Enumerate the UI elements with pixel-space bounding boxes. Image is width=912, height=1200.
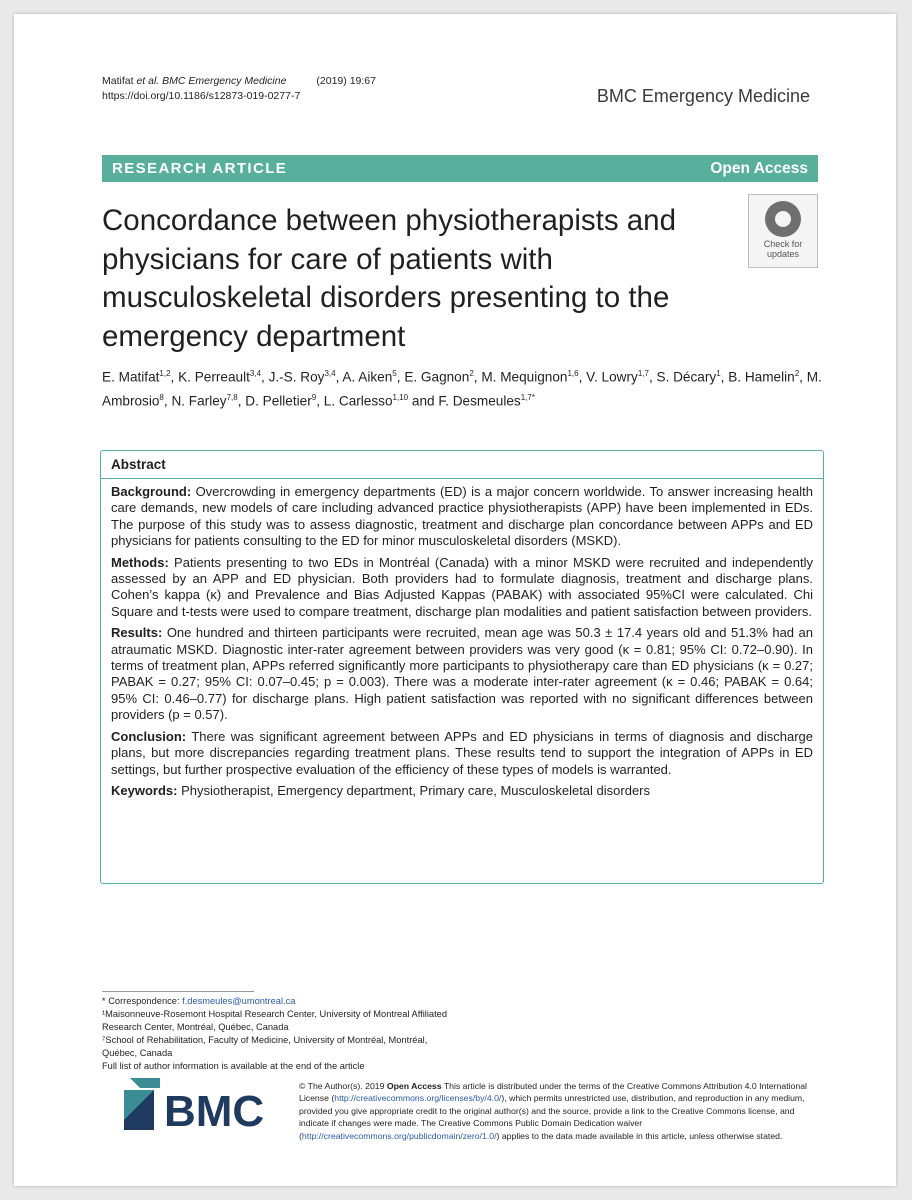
author-affiliation: 7,8: [226, 392, 238, 402]
author-affiliation: 9: [311, 392, 317, 402]
abstract-section-text: One hundred and thirteen participants were recruited, mean age was 50.3 ± 17.4 years old and 51.3% had an atraumatic MSKD. Diagnostic inter-rater agreement between providers was very good (κ = 0.81; 95% CI: 0.72–0.90). In terms of treatment plan, APPs referred significantly more participants to physiotherapy care than ED physicians (κ = 0.27; PABAK = 0.27; 95% CI: 0.07–0.45; p = 0.003). There was a moderate inter-rater agreement (κ = 0.46; PABAK = 0.64; 95% CI: 0.46–0.77) for discharge plans. High patient satisfaction was reported with no significant differences between providers (p = 0.57).: [111, 625, 813, 723]
abstract-section-text: Overcrowding in emergency departments (ED) is a major concern worldwide. To answer increasing health care demands, new models of care including advanced practice physiotherapists (APP) have been implemented in EDs. The purpose of this study was to assess diagnostic, treatment and discharge plan concordance between APPs and ED physicians for patients consulting to the ED for minor musculoskeletal disorders (MSKD).: [111, 484, 813, 549]
full-list-note: Full list of author information is available at the end of the article: [102, 1061, 365, 1071]
abstract-section-label: Conclusion:: [111, 728, 187, 744]
author-name: F. Desmeules: [438, 393, 521, 409]
cite-journal: BMC Emergency Medicine: [159, 75, 287, 87]
article-title: Concordance between physiotherapists and physicians for care of patients with musculoskeletal disorders presenting to the emergency department: [102, 204, 676, 353]
abstract-section-text: Physiotherapist, Emergency department, Primary care, Musculoskeletal disorders: [181, 782, 651, 798]
author-name: B. Hamelin: [728, 369, 795, 385]
license-text: [299, 1080, 819, 1142]
license-part1: © The Author(s). 2019: [299, 1081, 387, 1091]
abstract-section-label: Results:: [111, 625, 163, 641]
license-link-cc-by[interactable]: http://creativecommons.org/licenses/by/4.0/: [334, 1093, 502, 1104]
authors-and: and: [411, 393, 435, 409]
author-affiliation: 1: [716, 369, 721, 378]
doi-link[interactable]: https://doi.org/10.1186/s12873-019-0277-7: [102, 90, 301, 102]
author-name: M. Ambrosio: [102, 369, 822, 409]
abstract-section: [111, 783, 813, 799]
author-affiliation: 1,7: [637, 369, 649, 378]
affiliation-7: ⁷School of Rehabilitation, Faculty of Medicine, University of Montréal, Montréal, Québec, Canada: [102, 1035, 428, 1058]
abstract-section-label: Methods:: [111, 554, 169, 570]
author-affiliation: 2: [469, 369, 474, 378]
abstract-section: [111, 625, 813, 723]
author-name: E. Gagnon: [404, 369, 470, 385]
author-affiliation: 1,6: [567, 369, 579, 378]
abstract-section-text: There was significant agreement between APPs and ED physicians in terms of diagnosis and discharge plans, but more discrepancies regarding treatment plans. These results tend to support the integration of APPs in ED settings, but further prospective evaluation of the efficiency of these types of models is warranted.: [111, 728, 813, 777]
cite-etal: et al.: [136, 75, 160, 87]
author-list: E. Matifat$^{1,2}$, K. Perreault$^{3,4}$, J.-S. Roy$^{3,4}$, A. Aiken$^5$, E. Gagnon$^2$, M. Mequignon$^{1,6}$, V. Lowry$^{1,7}$, S. Décary$^1$, B. Hamelin$^2$, M. Ambrosio$^8$, N. Farley$^{7,8}$, D. Pelletier$^9$, L. Carlesso$^{1,10}$ and F. Desmeules$^{1,7*}$: [102, 369, 822, 409]
author-name: N. Farley: [171, 393, 227, 409]
author-affiliation: 2: [794, 369, 800, 378]
abstract-box: [100, 450, 824, 884]
author-affiliation: 3,4: [249, 369, 262, 378]
abstract-section: [111, 729, 813, 778]
author-name: D. Pelletier: [245, 393, 312, 409]
abstract-header: [101, 451, 823, 479]
abstract-section-label: Background:: [111, 484, 192, 499]
article-page: [14, 14, 896, 1186]
license-open-access: Open Access: [386, 1081, 442, 1091]
journal-name: BMC Emergency Medicine: [596, 86, 810, 106]
article-type-banner: [102, 155, 818, 182]
footnote-rule: [102, 991, 254, 992]
license-part3: ), which permits unrestricted use, distribution, and reproduction in any medium, provided you give appropriate credit to the original author(s) and the source, provide a link to the Creative Commons license, and indicate if changes were made. The Creative Commons Public Domain Dedication waiver (: [299, 1093, 805, 1141]
affiliation-1: ¹Maisonneuve-Rosemont Hospital Research Center, University of Montreal Affiliated Research Center, Montréal, Québec, Canada: [102, 1009, 448, 1032]
author-affiliation: 8: [159, 392, 164, 402]
abstract-section-text: Patients presenting to two EDs in Montréal (Canada) with a minor MSKD were recruited and independently assessed by an APP and ED physician. Both providers had to formulate diagnosis, treatment and discharge plans. Cohen’s kappa (κ) and Prevalence and Bias Adjusted Kappas (PABAK) with associated 95%CI were calculated. Chi Square and t-tests were used to compare treatment, discharge plan modalities and patient satisfaction between providers.: [111, 554, 813, 619]
check-updates-line2: updates: [766, 249, 800, 259]
correspondence-email[interactable]: f.desmeules@umontreal.ca: [182, 996, 296, 1006]
abstract-body: [111, 484, 813, 804]
check-updates-line1: Check for: [763, 239, 803, 249]
author-affiliation: 1,7*: [520, 392, 535, 402]
author-affiliation: 5: [392, 369, 397, 378]
bmc-logo-text: BMC: [164, 1087, 264, 1132]
author-name: A. Aiken: [342, 369, 393, 385]
cite-authors: Matifat: [102, 75, 137, 87]
footnotes: [102, 995, 462, 1073]
cite-year: (2019) 19:67: [316, 75, 376, 87]
check-for-updates-badge[interactable]: [748, 194, 818, 268]
author-name: L. Carlesso: [323, 393, 393, 409]
author-affiliation: 3,4: [324, 369, 336, 378]
author-name: E. Matifat: [102, 369, 160, 385]
author-affiliation: 1,2: [159, 369, 171, 378]
license-part2: This article is distributed under the terms of the Creative Commons Attribution 4.0 International License (: [299, 1081, 807, 1104]
license-link-cc0[interactable]: http://creativecommons.org/publicdomain/zero/1.0/: [301, 1130, 497, 1141]
author-name: J.-S. Roy: [268, 369, 325, 385]
correspondence-label: * Correspondence:: [102, 996, 183, 1006]
author-name: K. Perreault: [178, 369, 250, 385]
author-affiliation: 1,10: [392, 392, 409, 402]
abstract-section: [111, 555, 813, 621]
license-part4: ) applies to the data made available in this article, unless otherwise stated.: [496, 1130, 783, 1141]
abstract-heading: Abstract: [111, 457, 166, 472]
author-name: S. Décary: [656, 369, 717, 385]
author-name: V. Lowry: [586, 369, 638, 385]
article-type-label: RESEARCH ARTICLE: [112, 160, 288, 177]
abstract-section: [111, 484, 813, 550]
header-citation: [102, 74, 376, 104]
abstract-section-label: Keywords:: [111, 782, 178, 798]
open-access-label: Open Access: [710, 160, 808, 177]
bmc-logo: [124, 1076, 264, 1132]
check-updates-icon: [765, 201, 801, 237]
author-name: M. Mequignon: [481, 369, 568, 385]
